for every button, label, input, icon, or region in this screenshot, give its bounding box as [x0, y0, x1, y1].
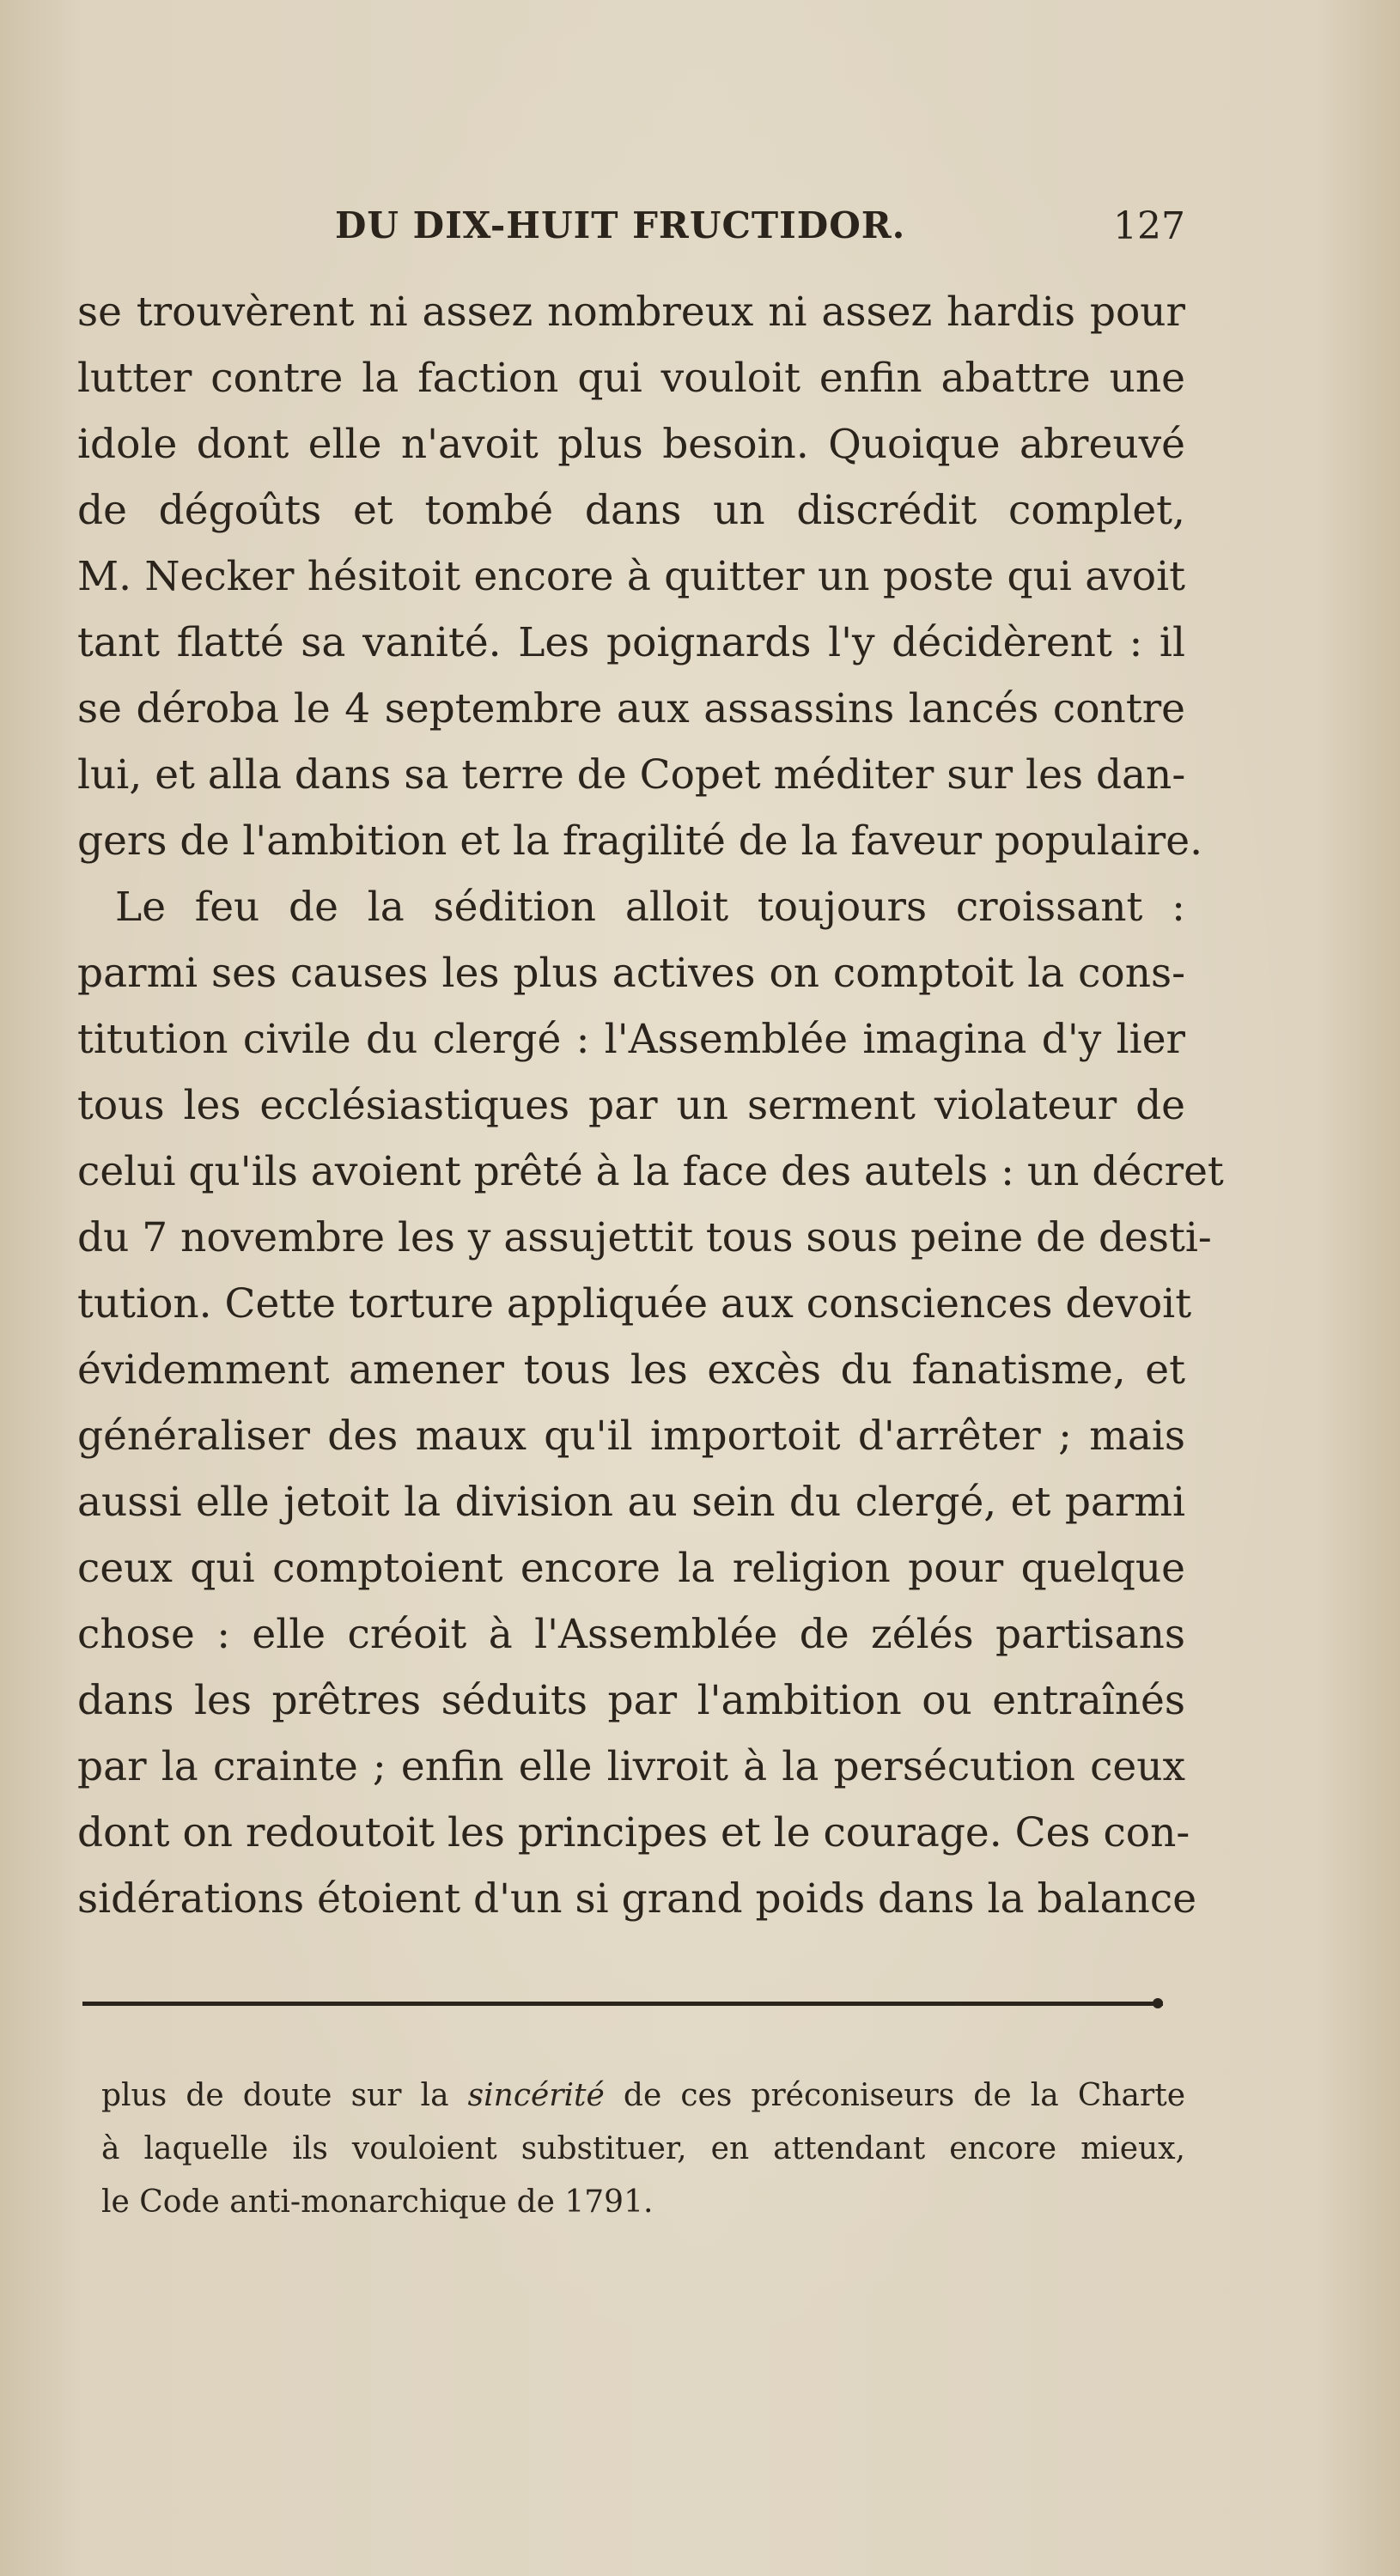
text-line: parmi ses causes les plus actives on comptoit la cons-: [77, 950, 1185, 997]
text-line: tant flatté sa vanité. Les poignards l'y décidèrent : il: [77, 619, 1185, 666]
text-line: se déroba le 4 septembre aux assassins lancés contre: [77, 685, 1185, 732]
footnote-text: de ces préconiseurs de la Charte: [604, 2078, 1185, 2113]
running-title: DU DIX-HUIT FRUCTIDOR.: [335, 204, 906, 246]
text-line: Le feu de la sédition alloit toujours croissant :: [115, 884, 1185, 931]
footnote: [101, 2069, 1185, 2229]
text-line: gers de l'ambition et la fragilité de la faveur populaire.: [77, 817, 1203, 865]
text-line: aussi elle jetoit la division au sein du clergé, et parmi: [77, 1479, 1185, 1526]
text-line: dans les prêtres séduits par l'ambition ou entraînés: [77, 1677, 1185, 1724]
text-line: évidemment amener tous les excès du fanatisme, et: [77, 1346, 1185, 1394]
footnote-line: à laquelle ils vouloient substituer, en attendant encore mieux,: [101, 2131, 1185, 2166]
text-line: généraliser des maux qu'il importoit d'arrêter ; mais: [77, 1413, 1185, 1460]
text-line: de dégoûts et tombé dans un discrédit complet,: [77, 487, 1185, 534]
footnote-text: plus de doute sur la: [101, 2078, 468, 2113]
page-number: 127: [1113, 204, 1185, 248]
text-line: M. Necker hésitoit encore à quitter un poste qui avoit: [77, 553, 1185, 600]
text-line: tous les ecclésiastiques par un serment violateur de: [77, 1082, 1185, 1129]
text-line: idole dont elle n'avoit plus besoin. Quoique abreuvé: [77, 421, 1185, 468]
text-line: lutter contre la faction qui vouloit enfin abattre une: [77, 355, 1185, 402]
footnote-line: [101, 2069, 1185, 2123]
text-line: celui qu'ils avoient prêté à la face des autels : un décret: [77, 1148, 1224, 1195]
footnote-separator-dot: [1153, 1998, 1163, 2008]
text-line: lui, et alla dans sa terre de Copet méditer sur les dan-: [77, 751, 1186, 799]
text-line: ceux qui comptoient encore la religion pour quelque: [77, 1545, 1185, 1592]
text-line: titution civile du clergé : l'Assemblée imagina d'y lier: [77, 1016, 1185, 1063]
footnote-italic-word: sincérité: [467, 2078, 605, 2113]
text-line: dont on redoutoit les principes et le courage. Ces con-: [77, 1809, 1190, 1856]
page-header: [77, 204, 1185, 256]
main-text: [77, 279, 1224, 1932]
text-line: sidérations étoient d'un si grand poids dans la balance: [77, 1875, 1197, 1923]
text-line: du 7 novembre les y assujettit tous sous peine de desti-: [77, 1214, 1212, 1261]
footnote-line: le Code anti-monarchique de 1791.: [101, 2184, 654, 2220]
text-line: se trouvèrent ni assez nombreux ni assez hardis pour: [77, 289, 1185, 336]
footnote-separator-rule: [82, 2002, 1163, 2006]
text-line: tution. Cette torture appliquée aux consciences devoit: [77, 1280, 1192, 1327]
text-line: chose : elle créoit à l'Assemblée de zélés partisans: [77, 1611, 1185, 1658]
text-line: par la crainte ; enfin elle livroit à la persécution ceux: [77, 1743, 1185, 1790]
